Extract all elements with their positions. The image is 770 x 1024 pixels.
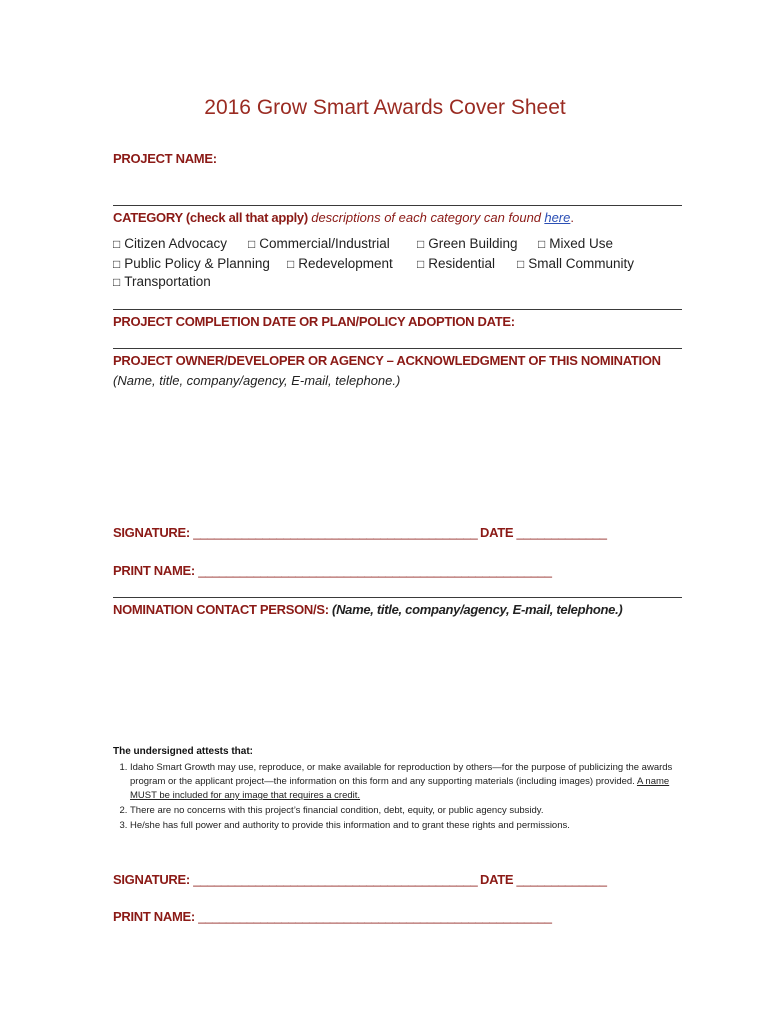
- signature-field-2[interactable]: [113, 872, 477, 887]
- attest-heading: The undersigned attests that:: [113, 746, 254, 757]
- divider: [113, 205, 682, 206]
- checkbox-icon[interactable]: □: [113, 257, 121, 271]
- checkbox-icon[interactable]: □: [538, 237, 546, 251]
- attest-item-2: 2. There are no concerns with this project’s financial condition, debt, equity, or public agency subsidy.: [130, 804, 673, 818]
- owner-hint: (Name, title, company/agency, E-mail, telephone.): [113, 373, 401, 388]
- contact-hint: (Name, title, company/agency, E-mail, telephone.): [332, 602, 623, 617]
- date-label: DATE: [480, 525, 514, 540]
- category-description: descriptions of each category can found: [311, 210, 542, 225]
- checkbox-label: Transportation: [124, 274, 211, 289]
- date-label: DATE: [480, 872, 514, 887]
- checkbox-commercial-industrial[interactable]: [248, 236, 390, 251]
- divider: [113, 348, 682, 349]
- signature-label: SIGNATURE:: [113, 872, 190, 887]
- checkbox-small-community[interactable]: [517, 256, 634, 271]
- owner-label: PROJECT OWNER/DEVELOPER OR AGENCY – ACKNOWLEDGMENT OF THIS NOMINATION: [113, 353, 661, 368]
- signature-field-1[interactable]: [113, 525, 477, 540]
- checkbox-transportation[interactable]: [113, 274, 211, 289]
- checkbox-label: Citizen Advocacy: [124, 236, 228, 251]
- checkbox-icon[interactable]: □: [113, 237, 121, 251]
- date-line[interactable]: _____________: [516, 525, 607, 540]
- checkbox-label: Mixed Use: [549, 236, 614, 251]
- contact-heading: [113, 602, 622, 617]
- project-name-label: PROJECT NAME:: [113, 151, 217, 166]
- checkbox-icon[interactable]: □: [517, 257, 525, 271]
- attest-item-1: [130, 761, 673, 803]
- divider: [113, 597, 682, 598]
- attest-item-underlined: A name MUST be included for any image that requires a credit.: [130, 776, 670, 801]
- date-line[interactable]: _____________: [516, 872, 607, 887]
- print-name-field-2[interactable]: [113, 909, 552, 924]
- signature-line[interactable]: _________________________________________: [193, 525, 478, 540]
- contact-label: NOMINATION CONTACT PERSON/S:: [113, 602, 329, 617]
- checkbox-icon[interactable]: □: [417, 237, 425, 251]
- print-name-label: PRINT NAME:: [113, 909, 195, 924]
- attest-list: [113, 761, 673, 833]
- checkbox-label: Green Building: [428, 236, 518, 251]
- print-name-line[interactable]: ___________________________________________________: [198, 909, 552, 924]
- document-title: 2016 Grow Smart Awards Cover Sheet: [204, 96, 566, 119]
- category-here-link[interactable]: here: [544, 210, 571, 225]
- attest-item-3: 3. He/she has full power and authority to provide this information and to grant these rights and permissions.: [130, 819, 673, 833]
- checkbox-label: Commercial/Industrial: [259, 236, 390, 251]
- attest-item-text: Idaho Smart Growth may use, reproduce, or make available for reproduction by others—for the purpose of publicizing the awards program or the applicant project—the information on this form and any supporting materials (including images) provided.: [130, 762, 673, 787]
- checkbox-label: Redevelopment: [298, 256, 393, 271]
- date-field-2[interactable]: [480, 872, 607, 887]
- date-field-1[interactable]: [480, 525, 607, 540]
- checkbox-mixed-use[interactable]: [538, 236, 613, 251]
- checkbox-icon[interactable]: □: [113, 275, 121, 289]
- checkbox-residential[interactable]: [417, 256, 495, 271]
- completion-date-label: PROJECT COMPLETION DATE OR PLAN/POLICY ADOPTION DATE:: [113, 314, 515, 329]
- checkbox-public-policy-planning[interactable]: [113, 256, 270, 271]
- checkbox-green-building[interactable]: [417, 236, 518, 251]
- checkbox-label: Public Policy & Planning: [124, 256, 270, 271]
- checkbox-label: Small Community: [528, 256, 635, 271]
- checkbox-citizen-advocacy[interactable]: [113, 236, 227, 251]
- checkbox-icon[interactable]: □: [417, 257, 425, 271]
- category-heading: [113, 210, 574, 225]
- signature-line[interactable]: _________________________________________: [193, 872, 478, 887]
- checkbox-redevelopment[interactable]: [287, 256, 393, 271]
- print-name-label: PRINT NAME:: [113, 563, 195, 578]
- checkbox-icon[interactable]: □: [248, 237, 256, 251]
- print-name-line[interactable]: ___________________________________________________: [198, 563, 552, 578]
- checkbox-label: Residential: [428, 256, 496, 271]
- divider: [113, 309, 682, 310]
- category-label: CATEGORY (check all that apply): [113, 210, 308, 225]
- category-link-suffix: .: [570, 210, 574, 225]
- print-name-field-1[interactable]: [113, 563, 552, 578]
- checkbox-icon[interactable]: □: [287, 257, 295, 271]
- signature-label: SIGNATURE:: [113, 525, 190, 540]
